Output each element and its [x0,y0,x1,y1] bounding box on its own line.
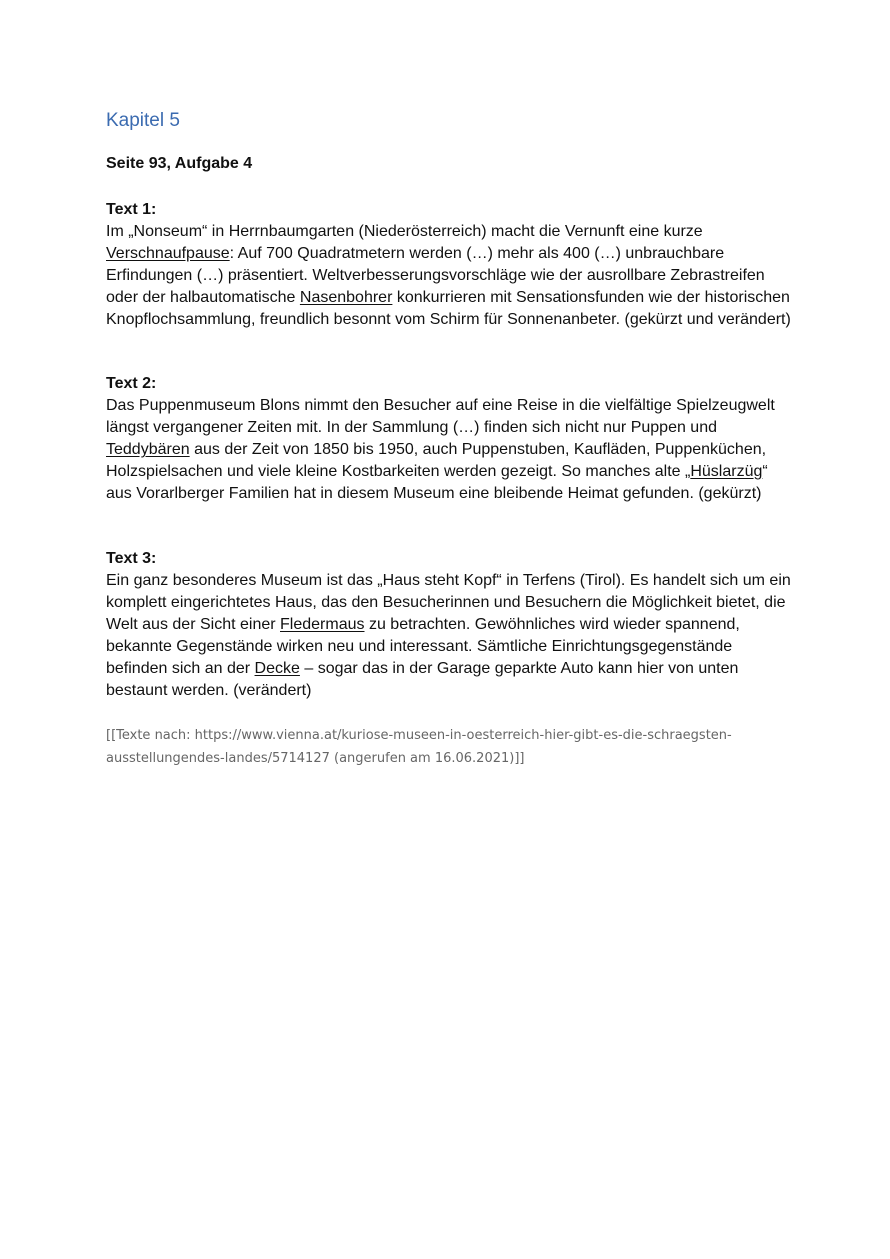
text-segment: zu betrachten. Gewöhnliches wird wieder spannend, bekannte Gegenstände wirken neu und interessant. Sämtliche Einrichtungsgegenstände befinden sich an der [106,616,740,677]
text-heading: Text 1: [106,201,157,218]
underlined-word: Decke [254,660,300,677]
text-segment: aus der Zeit von 1850 bis 1950, auch Puppenstuben, Kaufläden, Puppenküchen, Holzspielsachen und viele kleine Kostbarkeiten werden gezeigt. So manches alte „ [106,441,767,480]
text-segment: Ein ganz besonderes Museum ist das „Haus steht Kopf“ in Terfens (Tirol). Es handelt sich um ein komplett eingerichtetes Haus, das den Besucherinnen und Besuchern die Möglichkeit bietet, die Welt aus der Sicht einer [106,572,791,633]
text-segment: konkurrieren mit Sensationsfunden wie der historischen Knopflochsammlung, freundlich besonnt vom Schirm für Sonnenanbeter. (gekürzt und verändert) [106,289,791,328]
underlined-word: Fledermaus [280,616,365,633]
underlined-word: Verschnaufpause [106,245,230,262]
underlined-word: Hüslarzüg [690,463,763,480]
source-citation: [[Texte nach: https://www.vienna.at/kuriose-museen-in-oesterreich-hier-gibt-es-die-schraegsten-ausstellungendes-landes/5714127 (angerufen am 16.06.2021)]] [106,728,732,766]
text-segment: “ aus Vorarlberger Familien hat in diesem Museum eine bleibende Heimat gefunden. (gekürzt) [106,463,768,502]
text-block-3 [106,548,796,702]
text-block-2 [106,373,796,505]
text-segment: : Auf 700 Quadratmetern werden (…) mehr als 400 (…) unbrauchbare Erfindungen (…) präsentiert. Weltverbesserungsvorschläge wie der ausrollbare Zebrastreifen oder der halbautomatische [106,245,765,306]
text-segment: – sogar das in der Garage geparkte Auto kann hier von unten bestaunt werden. (verändert) [106,660,739,699]
text-heading: Text 3: [106,550,157,567]
chapter-title: Kapitel 5 [106,110,180,131]
text-segment: Im „Nonseum“ in Herrnbaumgarten (Niederösterreich) macht die Vernunft eine kurze [106,223,703,240]
underlined-word: Teddybären [106,441,190,458]
text-block-1 [106,199,796,331]
text-body [106,395,796,505]
underlined-word: Nasenbohrer [299,289,393,306]
task-heading: Seite 93, Aufgabe 4 [106,155,253,172]
text-heading: Text 2: [106,375,157,392]
text-body [106,221,796,331]
text-body [106,570,796,702]
text-segment: Das Puppenmuseum Blons nimmt den Besucher auf eine Reise in die vielfältige Spielzeugwelt längst vergangener Zeiten mit. In der Sammlung (…) finden sich nicht nur Puppen und [106,397,775,436]
